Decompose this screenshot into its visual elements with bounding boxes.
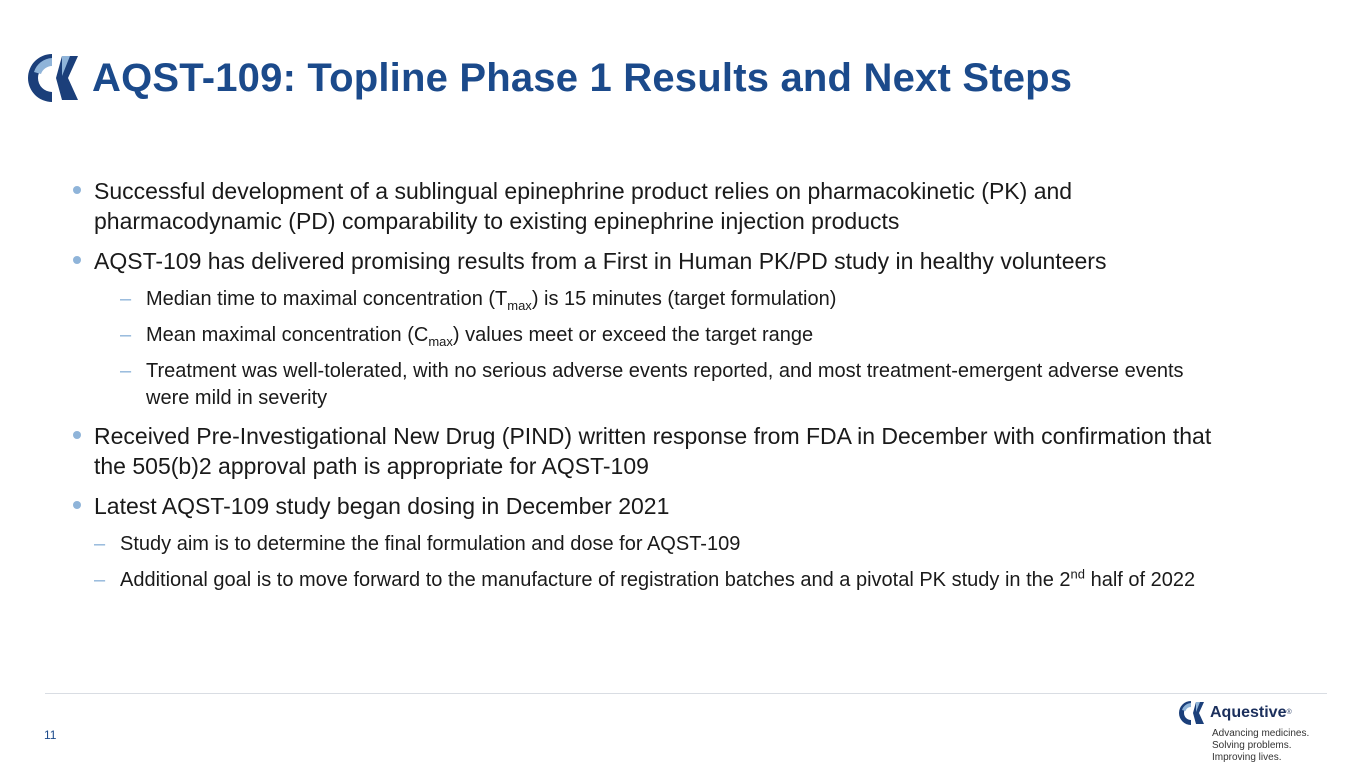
aquestive-logo-icon (26, 52, 82, 104)
bullet-item: Received Pre-Investigational New Drug (PIND) written response from FDA in December with confirmation that the 505(b)2 approval path is appropriate for AQST-109 (70, 421, 1220, 481)
dash-marker: – (94, 533, 106, 555)
subscript: max (428, 334, 453, 349)
sub-bullet-text: Additional goal is to move forward to the manufacture of registration batches and a pivotal PK study in the 2 (120, 569, 1071, 591)
dash-marker: – (120, 324, 132, 346)
tagline-line: Improving lives. (1212, 752, 1282, 763)
sub-bullet-text: Mean maximal concentration (C (146, 324, 429, 346)
tagline-line: Solving problems. (1212, 740, 1292, 751)
page-number: 11 (44, 728, 57, 742)
sub-bullet-text: Treatment was well-tolerated, with no serious adverse events reported, and most treatment-emergent adverse events were mild in severity (146, 360, 1184, 409)
sub-bullet-item (70, 286, 1220, 313)
footer-divider (45, 693, 1327, 694)
sub-bullet-text: ) values meet or exceed the target range (452, 324, 814, 346)
sub-bullet-text: ) is 15 minutes (target formulation) (531, 288, 837, 310)
sub-bullet-item (70, 531, 1220, 558)
subscript: max (507, 298, 532, 313)
page-title: AQST-109: Topline Phase 1 Results and Next Steps (92, 56, 1073, 100)
footer-brand (1178, 700, 1309, 764)
bullet-list (70, 176, 1220, 603)
sub-bullet-text: half of 2022 (1085, 569, 1196, 591)
bullet-item: Successful development of a sublingual epinephrine product relies on pharmacokinetic (PK) and pharmacodynamic (PD) comparability to existing epinephrine injection products (70, 176, 1220, 236)
bullet-item: AQST-109 has delivered promising results from a First in Human PK/PD study in healthy volunteers (70, 246, 1220, 276)
sub-bullet-item (70, 358, 1220, 412)
dash-marker: – (120, 360, 132, 382)
dash-marker: – (94, 569, 106, 591)
brand-row: Aquestive ® (1178, 700, 1309, 726)
aquestive-logo-icon (1178, 700, 1206, 726)
sub-bullet-text: Study aim is to determine the final formulation and dose for AQST-109 (120, 533, 741, 555)
brand-tagline (1212, 728, 1309, 764)
sub-bullet-text: Median time to maximal concentration (T (146, 288, 508, 310)
tagline-line: Advancing medicines. (1212, 728, 1310, 739)
bullet-item: Latest AQST-109 study began dosing in December 2021 (70, 491, 1220, 521)
title-row (26, 52, 1072, 104)
brand-name: Aquestive (1210, 704, 1287, 721)
dash-marker: – (120, 288, 132, 310)
superscript: nd (1070, 566, 1086, 582)
sub-bullet-item (70, 322, 1220, 349)
sub-bullet-item (70, 567, 1220, 594)
